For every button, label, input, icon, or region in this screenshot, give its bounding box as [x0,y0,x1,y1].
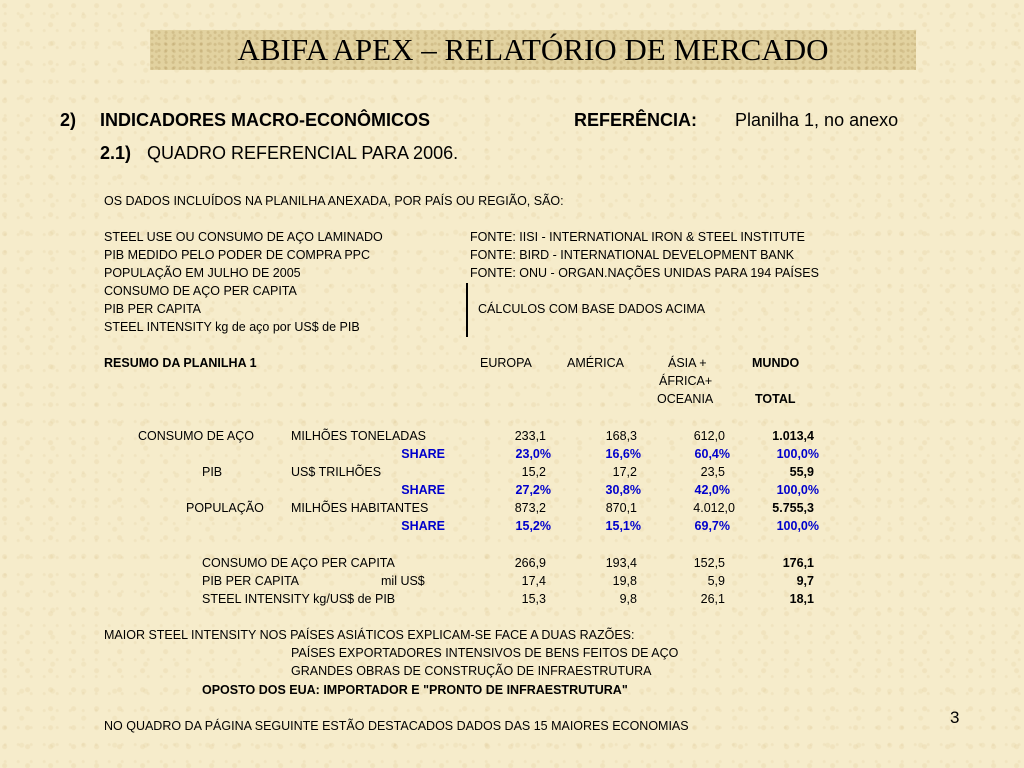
source-origin: FONTE: IISI - INTERNATIONAL IRON & STEEL INSTITUTE [470,230,805,244]
cell-europa: 15,2 [521,465,546,479]
section-heading: INDICADORES MACRO-ECONÔMICOS [100,110,431,130]
row-label: PIB PER CAPITA [202,574,300,588]
row-unit: mil US$ [381,574,425,588]
cell-europa: 15,3 [521,592,546,606]
row-unit: MILHÕES HABITANTES [291,501,429,515]
cell-america: 870,1 [605,501,637,515]
cell-europa: 23,0% [515,447,551,461]
cell-america: 193,4 [605,556,637,570]
footer-note: NO QUADRO DA PÁGINA SEGUINTE ESTÃO DESTACADOS DADOS DAS 15 MAIORES ECONOMIAS [104,719,689,733]
cell-asia: 26,1 [700,592,725,606]
cell-asia: 69,7% [694,519,730,533]
page-title: ABIFA APEX – RELATÓRIO DE MERCADO [237,32,829,67]
row-label: CONSUMO DE AÇO PER CAPITA [202,556,395,570]
cell-america: 19,8 [612,574,637,588]
page-number: 3 [950,708,960,727]
col-header-total: TOTAL [755,392,796,406]
share-label: SHARE [401,519,445,533]
cell-europa: 17,4 [521,574,546,588]
cell-mundo: 5.755,3 [772,501,814,515]
conclusion-reason: GRANDES OBRAS DE CONSTRUÇÃO DE INFRAESTRUTURA [291,664,652,678]
row-label: CONSUMO DE AÇO [138,429,254,443]
cell-europa: 15,2% [515,519,551,533]
cell-america: 168,3 [605,429,637,443]
cell-europa: 27,2% [515,483,551,497]
summary-label: RESUMO DA PLANILHA 1 [104,356,257,370]
cell-europa: 873,2 [514,501,546,515]
row-label: PIB [202,465,223,479]
source-item: POPULAÇÃO EM JULHO DE 2005 [104,266,301,280]
cell-asia: 23,5 [700,465,725,479]
conclusion-contrast: OPOSTO DOS EUA: IMPORTADOR E "PRONTO DE INFRAESTRUTURA" [202,683,628,697]
section-number: 2) [60,110,77,130]
row-label: POPULAÇÃO [186,501,264,515]
col-header-asia: ÁFRICA+ [659,374,713,388]
col-header-asia: OCEANIA [657,392,714,406]
cell-europa: 233,1 [514,429,546,443]
cell-mundo: 100,0% [776,519,819,533]
cell-europa: 266,9 [514,556,546,570]
col-header-america: AMÉRICA [567,356,624,370]
source-origin: FONTE: BIRD - INTERNATIONAL DEVELOPMENT BANK [470,248,795,262]
cell-america: 15,1% [605,519,641,533]
source-item: CONSUMO DE AÇO PER CAPITA [104,284,297,298]
cell-america: 17,2 [612,465,637,479]
col-header-asia: ÁSIA + [668,356,707,370]
cell-mundo: 100,0% [776,483,819,497]
cell-asia: 60,4% [694,447,730,461]
conclusion-text: MAIOR STEEL INTENSITY NOS PAÍSES ASIÁTICOS EXPLICAM-SE FACE A DUAS RAZÕES: [104,628,635,642]
subsection-heading: QUADRO REFERENCIAL PARA 2006. [147,143,459,163]
subsection-number: 2.1) [100,143,132,163]
cell-asia: 4.012,0 [693,501,735,515]
source-item: PIB MEDIDO PELO PODER DE COMPRA PPC [104,248,371,262]
reference-label: REFERÊNCIA: [574,110,698,130]
title-banner [150,30,916,70]
source-origin: CÁLCULOS COM BASE DADOS ACIMA [478,302,706,316]
cell-asia: 612,0 [693,429,725,443]
source-item: STEEL INTENSITY kg de aço por US$ de PIB [104,320,360,334]
cell-mundo: 1.013,4 [772,429,814,443]
source-origin: FONTE: ONU - ORGAN.NAÇÕES UNIDAS PARA 194 PAÍSES [470,266,819,280]
cell-america: 9,8 [619,592,637,606]
source-item: STEEL USE OU CONSUMO DE AÇO LAMINADO [104,230,383,244]
cell-asia: 42,0% [694,483,730,497]
source-item: PIB PER CAPITA [104,302,202,316]
intro-text: OS DADOS INCLUÍDOS NA PLANILHA ANEXADA, POR PAÍS OU REGIÃO, SÃO: [104,194,564,208]
cell-mundo: 176,1 [782,556,814,570]
reference-value: Planilha 1, no anexo [735,110,899,130]
col-header-mundo: MUNDO [752,356,800,370]
cell-mundo: 55,9 [789,465,814,479]
bracket-divider [466,283,468,337]
cell-asia: 5,9 [707,574,725,588]
cell-mundo: 18,1 [789,592,814,606]
share-label: SHARE [401,447,445,461]
row-unit: US$ TRILHÕES [291,465,382,479]
cell-america: 30,8% [605,483,641,497]
cell-america: 16,6% [605,447,641,461]
row-label: STEEL INTENSITY kg/US$ de PIB [202,592,396,606]
share-label: SHARE [401,483,445,497]
cell-mundo: 9,7 [796,574,814,588]
cell-mundo: 100,0% [776,447,819,461]
cell-asia: 152,5 [693,556,725,570]
conclusion-reason: PAÍSES EXPORTADORES INTENSIVOS DE BENS FEITOS DE AÇO [291,646,679,660]
row-unit: MILHÕES TONELADAS [291,429,426,443]
col-header-europa: EUROPA [480,356,532,370]
